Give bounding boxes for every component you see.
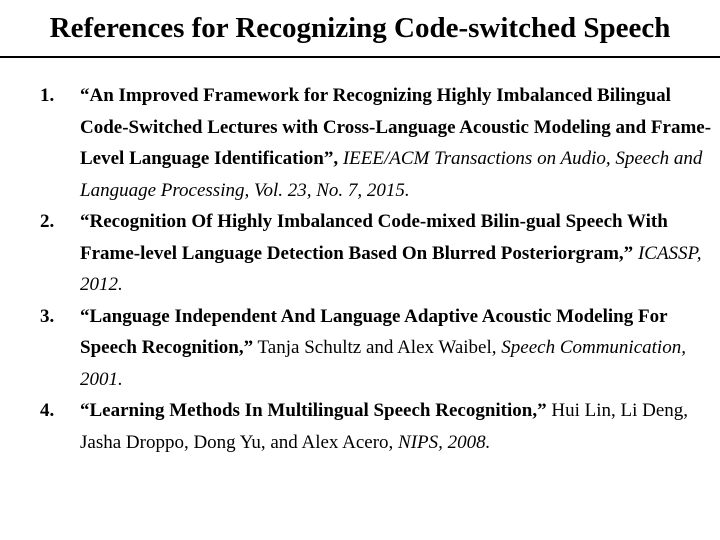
reference-list [40,80,712,458]
reference-item [40,206,712,301]
reference-item [40,395,712,458]
reference-venue: Speech Communication, 2001. [80,337,686,390]
reference-venue: NIPS, 2008. [398,431,491,453]
reference-number: 1. [40,85,55,106]
reference-title: “Language Independent And Language Adaptive Acoustic Modeling For Speech Recognition,” [80,305,668,358]
reference-number: 3. [40,305,55,327]
slide-title: References for Recognizing Code-switched Speech [49,12,671,44]
title-divider [0,56,720,58]
reference-venue: IEEE/ACM Transactions on Audio, Speech and Language Processing, Vol. 23, No. 7, 2015. [80,148,703,201]
reference-item [40,80,712,206]
reference-number: 2. [40,211,55,232]
reference-title: “Learning Methods In Multilingual Speech Recognition,” [80,400,547,421]
reference-title: “Recognition Of Highly Imbalanced Code-mixed Bilin-gual Speech With Frame-level Language Detection Based On Blurred Posteriorgram,” [80,211,668,264]
reference-item [40,301,712,396]
reference-title: “An Improved Framework for Recognizing Highly Imbalanced Bilingual Code-Switched Lectures with Cross-Language Acoustic Modeling and Frame-Level Language Identification”, [80,85,712,169]
reference-venue: ICASSP, 2012. [80,242,702,295]
reference-authors: Hui Lin, Li Deng, Jasha Droppo, Dong Yu, and Alex Acero, [80,400,689,453]
reference-authors: Tanja Schultz and Alex Waibel, [257,337,497,358]
reference-number: 4. [40,400,55,421]
